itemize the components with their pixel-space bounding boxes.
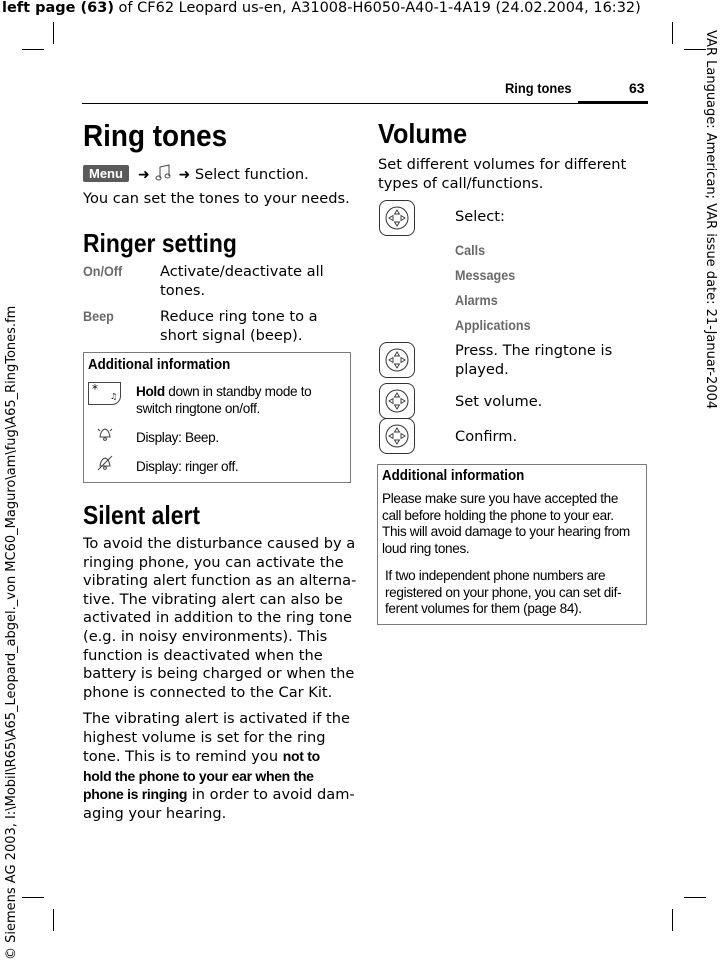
paragraph-line: (e.g. in noisy environments). This <box>83 627 328 645</box>
option-calls: Calls <box>455 242 486 258</box>
navigation-key-icon <box>379 418 415 454</box>
onoff-text-line: tones. <box>160 281 206 299</box>
option-alarms: Alarms <box>455 292 498 308</box>
press-instruction <box>455 342 612 379</box>
crop-mark <box>22 897 44 898</box>
paragraph-line: function is deactivated when the <box>83 646 323 664</box>
paragraph-line: phone is connected to the Car Kit. <box>83 683 333 701</box>
print-header <box>2 0 641 16</box>
intro-text: You can set the tones to your needs. <box>83 190 350 207</box>
beep-text-line: Reduce ring tone to a <box>160 308 318 325</box>
volume-intro <box>378 156 626 193</box>
hold-text: down in standby mode to <box>164 384 312 399</box>
paragraph-line: ringing phone, you can activate the <box>83 553 344 571</box>
crop-mark <box>672 22 673 44</box>
option-applications: Applications <box>455 317 531 333</box>
navigation-key-icon <box>379 342 415 378</box>
header-rule <box>82 103 648 104</box>
crop-mark <box>672 909 673 931</box>
menu-path <box>83 163 309 185</box>
paragraph-line: vibrating alert function as an alterna- <box>83 572 357 590</box>
info-line: registered on your phone, you can set dif- <box>385 584 622 600</box>
crop-mark <box>53 22 54 44</box>
paragraph-text: in order to avoid dam- <box>187 786 355 804</box>
info-line: Please make sure you have accepted the <box>382 491 619 506</box>
paragraph-line: Set different volumes for different <box>378 156 627 173</box>
warning-bold: not to <box>282 748 320 765</box>
paragraph-line: tive. The vibrating alert can also be <box>83 590 343 608</box>
info-line: call before holding the phone to your ear. <box>382 507 614 523</box>
ring-tones-menu-icon <box>154 163 174 183</box>
hold-bold: Hold <box>136 384 165 399</box>
navigation-key-icon <box>379 383 415 419</box>
menu-key: Menu <box>83 165 129 182</box>
display-beep: Display: Beep. <box>136 430 219 445</box>
arrow-icon: ➜ <box>133 167 155 183</box>
set-volume-instruction: Set volume. <box>455 393 543 410</box>
beep-text-line: short signal (beep). <box>160 326 303 344</box>
paragraph-line: played. <box>455 360 509 378</box>
confirm-instruction: Confirm. <box>455 428 518 445</box>
info-paragraph <box>385 568 621 618</box>
volume-heading: Volume <box>378 118 468 149</box>
crop-mark <box>53 909 54 931</box>
info-box-title: Additional information <box>382 468 525 484</box>
side-note-left: © Siemens AG 2003, I:\Mobil\R65\A65_Leopard_abgel._von MC60_Maguro\am\fug\A65_RingTones.fm <box>4 305 19 960</box>
option-messages: Messages <box>455 267 516 283</box>
info-line: This will avoid damage to your hearing from <box>382 524 630 539</box>
paragraph-line: The vibrating alert is activated if the <box>83 710 350 727</box>
print-header-prefix: left page (63) <box>2 0 114 16</box>
warning-bold: phone is ringing <box>83 786 188 803</box>
silent-alert-paragraph <box>83 535 356 702</box>
info-box-title: Additional information <box>88 357 231 373</box>
select-label: Select: <box>455 208 505 225</box>
paragraph-text: tone. This is to remind you <box>83 748 283 766</box>
navigation-key-icon <box>379 200 415 236</box>
menu-path-end: Select function. <box>194 166 309 183</box>
paragraph-line: types of call/functions. <box>378 174 544 192</box>
paragraph-line: Press. The ringtone is <box>455 342 613 359</box>
page-title: Ring tones <box>83 118 228 153</box>
running-title: Ring tones <box>505 80 572 96</box>
hold-text: switch ringtone on/off. <box>136 400 260 416</box>
additional-info-box <box>377 464 647 625</box>
ringer-setting-heading: Ringer setting <box>83 228 237 258</box>
paragraph-line: highest volume is set for the ring <box>83 728 326 746</box>
paragraph-line: To avoid the disturbance caused by a <box>83 535 356 552</box>
paragraph-line: aging your hearing. <box>83 804 227 822</box>
print-header-rest: of CF62 Leopard us-en, A31008-H6050-A40-1-4A19 (24.02.2004, 16:32) <box>113 0 641 16</box>
additional-info-box <box>83 352 351 483</box>
crop-mark <box>684 897 706 898</box>
beep-description <box>160 308 318 345</box>
info-line: If two independent phone numbers are <box>385 568 606 583</box>
onoff-label: On/Off <box>83 263 123 279</box>
beep-label: Beep <box>83 308 114 324</box>
crop-mark <box>22 49 44 50</box>
info-line: loud ring tones. <box>382 540 470 556</box>
beep-bell-icon <box>96 425 114 443</box>
side-note-right: VAR Language: American; VAR issue date: 21-Januar-2004 <box>703 30 718 410</box>
vibrating-alert-paragraph <box>83 710 355 824</box>
hold-instruction <box>136 384 311 417</box>
info-line: ferent volumes for them (page 84). <box>385 601 582 616</box>
page-number: 63 <box>629 80 645 96</box>
paragraph-line: activated in addition to the ring tone <box>83 609 352 627</box>
ringer-off-icon <box>96 454 114 472</box>
star-key-icon: * ♫ <box>88 382 121 405</box>
display-ringer-off: Display: ringer off. <box>136 459 239 474</box>
onoff-description <box>160 263 324 300</box>
warning-bold: hold the phone to your ear when the <box>83 767 314 784</box>
arrow-icon: ➜ <box>174 167 195 183</box>
info-paragraph <box>382 491 630 557</box>
paragraph-line: battery is being charged or when the <box>83 665 355 683</box>
silent-alert-heading: Silent alert <box>83 500 200 530</box>
header-rule-accent <box>578 101 648 104</box>
onoff-text-line: Activate/deactivate all <box>160 263 324 280</box>
